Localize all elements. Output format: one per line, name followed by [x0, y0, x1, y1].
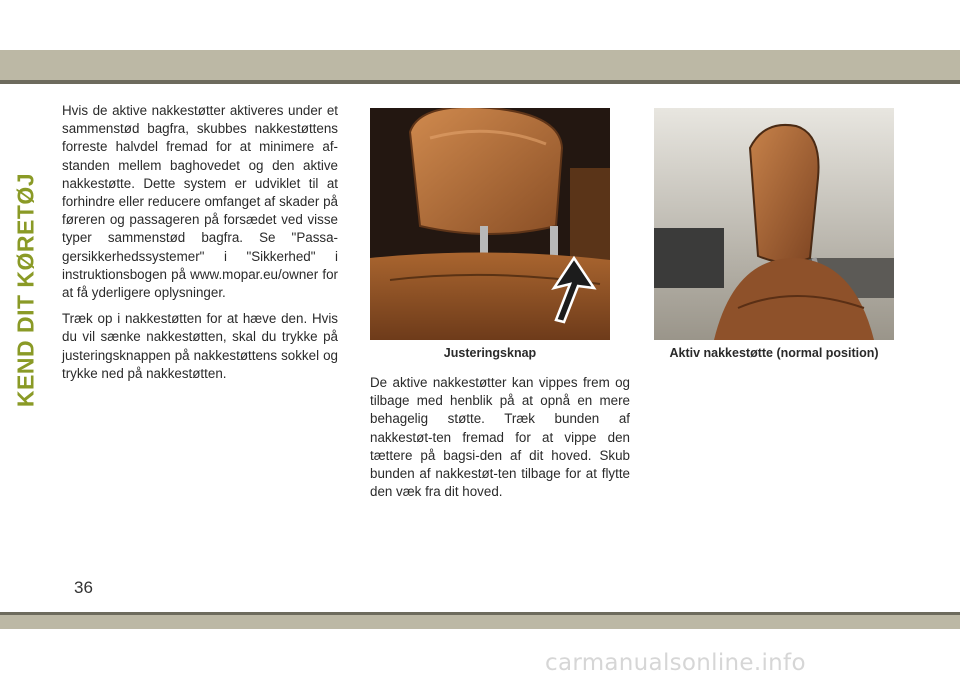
footer-band	[0, 615, 960, 629]
watermark-text: carmanualsonline.info	[545, 650, 806, 676]
page-number: 36	[74, 578, 93, 597]
paragraph: Hvis de aktive nakkestøtter aktiveres under et sammenstød bagfra, skubbes nakkestøttens forreste halvdel fremad for at minimere af-standen mellem baghovedet og den aktive nakkestøtte. Dette system er udviklet til at forhindre eller reducere omfanget af skader på føreren og passageren på forsædet ved visse typer sammenstød bagfra. Se "Passa-gersikkerhedssystemer" i "Sikkerhed" i instruktionsbogen på www.mopar.eu/owner for at få yderligere oplysninger.	[62, 103, 338, 301]
paragraph: De aktive nakkestøtter kan vippes frem og tilbage med henblik på at opnå en mere behagelig støtte. Træk bunden af nakkestøt-ten fremad for at vippe den tættere på bagsi-den af dit hoved. Skub bunden af nakkestøt-ten tilbage for at flytte den væk fra dit hoved.	[370, 375, 630, 500]
text-column-right	[370, 374, 630, 509]
section-side-title: KEND DIT KØRETØJ	[12, 172, 39, 408]
headrest-adjust-photo	[370, 108, 610, 340]
text-column-left	[62, 102, 338, 391]
header-rule	[0, 80, 960, 84]
photo1-caption: Justeringsknap	[443, 346, 537, 360]
photo2-caption: Aktiv nakkestøtte (normal position)	[669, 346, 879, 360]
active-headrest-photo	[654, 108, 894, 340]
paragraph: Træk op i nakkestøtten for at hæve den. Hvis du vil sænke nakkestøtten, skal du trykke på justeringsknappen på nakkestøttens sokkel og trykke ned på nakkestøtten.	[62, 311, 338, 381]
header-band	[0, 50, 960, 80]
